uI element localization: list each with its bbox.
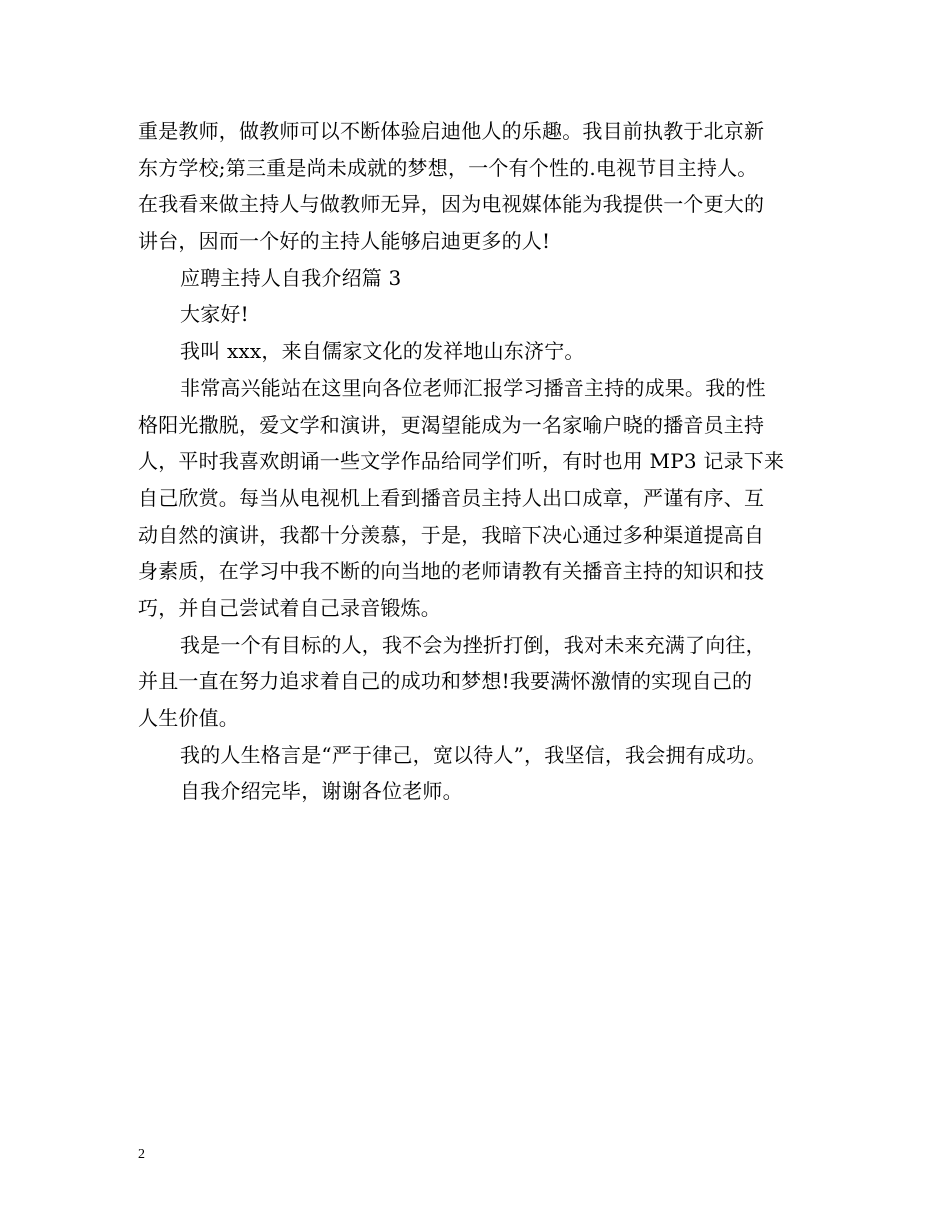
greeting: [138, 296, 828, 333]
text-line: 我是一个有目标的人，我不会为挫折打倒，我对未来充满了向往，: [180, 632, 766, 657]
text-line: 动自然的演讲，我都十分羡慕，于是，我暗下决心通过多种渠道提高自: [138, 522, 765, 547]
text-line: 在我看来做主持人与做教师无异，因为电视媒体能为我提供一个更大的: [138, 192, 765, 217]
paragraph: [138, 627, 828, 737]
document-body: [138, 113, 828, 810]
text-line: 并且一直在努力追求着自己的成功和梦想!我要满怀激情的实现自己的: [138, 669, 753, 694]
text-line: 东方学校;第三重是尚未成就的梦想，一个有个性的.电视节目主持人。: [138, 155, 758, 180]
text-line: 自我介绍完毕，谢谢各位老师。: [180, 779, 463, 804]
page-number: 2: [138, 1147, 145, 1162]
text-line: 身素质，在学习中我不断的向当地的老师请教有关播音主持的知识和技: [138, 559, 765, 584]
paragraph: [138, 370, 828, 627]
text-line: 大家好!: [180, 302, 249, 327]
paragraph: [138, 333, 828, 370]
section-heading: [138, 260, 828, 297]
text-line: 非常高兴能站在这里向各位老师汇报学习播音主持的成果。我的性: [180, 375, 766, 400]
paragraph: [138, 113, 828, 260]
paragraph: [138, 737, 828, 774]
text-line: 人生价值。: [138, 706, 239, 730]
text-line: 我的人生格言是“严于律己，宽以待人”，我坚信，我会拥有成功。: [180, 742, 767, 767]
text-line: 重是教师，做教师可以不断体验启迪他人的乐趣。我目前执教于北京新: [138, 119, 765, 143]
text-line: 人，平时我喜欢朗诵一些文学作品给同学们听，有时也用 MP3 记录下来: [138, 449, 785, 474]
text-line: 巧，并自己尝试着自己录音锻炼。: [138, 595, 441, 620]
text-line: 自己欣赏。每当从电视机上看到播音员主持人出口成章，严谨有序、互: [138, 485, 765, 510]
text-line: 应聘主持人自我介绍篇 3: [180, 265, 402, 290]
text-line: 我叫 xxx，来自儒家文化的发祥地山东济宁。: [180, 339, 585, 364]
text-line: 格阳光撒脱，爱文学和演讲，更渴望能成为一名家喻户晓的播音员主持: [138, 412, 765, 437]
text-line: 讲台，因而一个好的主持人能够启迪更多的人!: [138, 229, 551, 254]
closing: [138, 773, 828, 810]
